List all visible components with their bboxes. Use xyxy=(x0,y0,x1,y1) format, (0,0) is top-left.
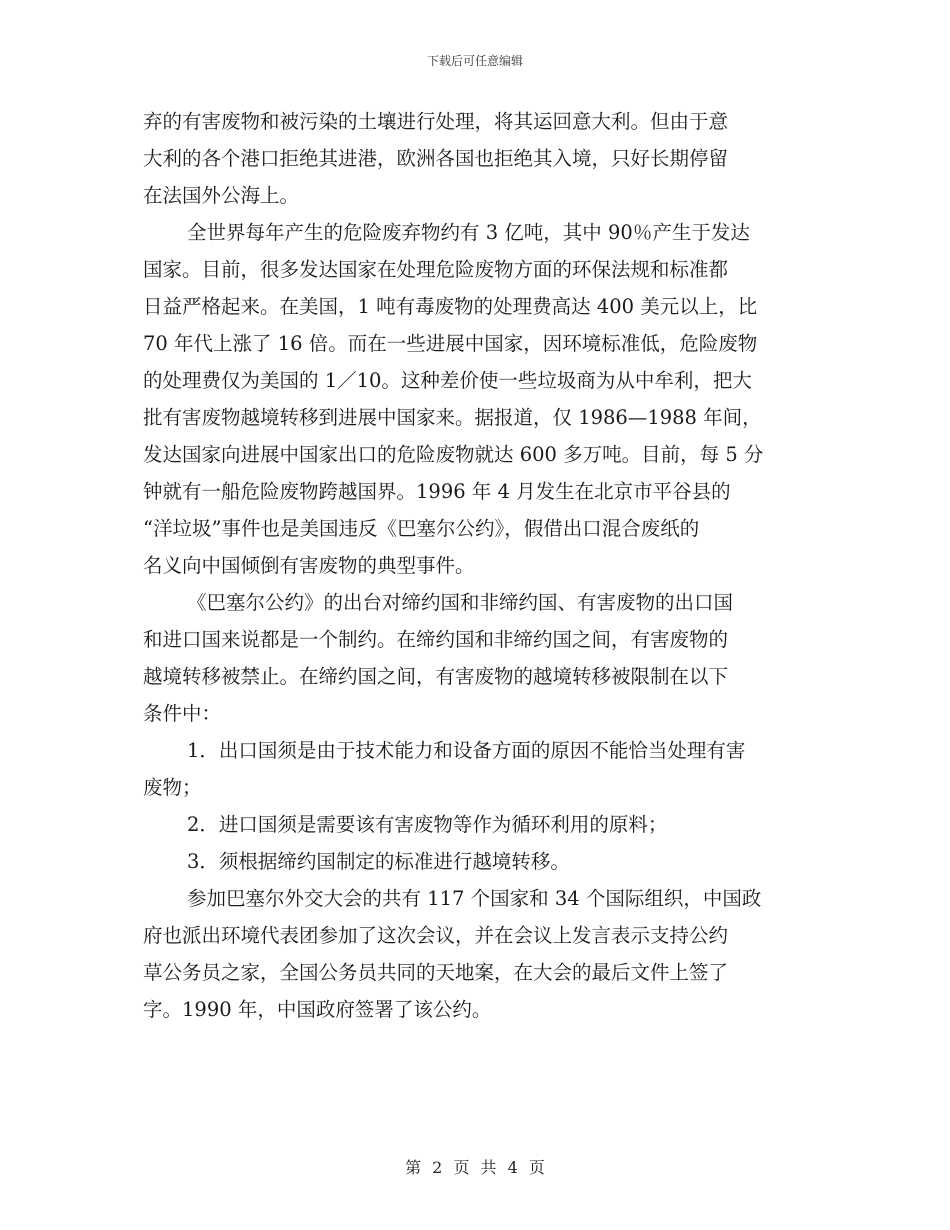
list-item-1: 1．出口国须是由于技术能力和设备方面的原因不能恰当处理有害 xyxy=(187,739,746,762)
text-line: 和进口国来说都是一个制约。在缔约国和非缔约国之间，有害废物的 xyxy=(143,628,729,651)
page-number-footer: 第 2 页 共 4 页 xyxy=(405,1158,545,1177)
page-header: 下载后可任意编辑 xyxy=(426,54,523,68)
list-item-3: 3．须根据缔约国制定的标准进行越境转移。 xyxy=(187,850,570,873)
text-line: 钟就有一船危险废物跨越国界。1996 年 4 月发生在北京市平谷县的 xyxy=(143,480,731,503)
text-line: 府也派出环境代表团参加了这次会议，并在会议上发言表示支持公约 xyxy=(143,924,729,947)
text-line: 在法国外公海上。 xyxy=(143,184,300,207)
paragraph-start-line: 参加巴塞尔外交大会的共有 117 个国家和 34 个国际组织，中国政 xyxy=(187,887,762,910)
text-line: 大利的各个港口拒绝其进港，欧洲各国也拒绝其入境，只好长期停留 xyxy=(143,147,729,170)
list-item-2: 2．进口国须是需要该有害废物等作为循环利用的原料； xyxy=(187,813,668,836)
document-body xyxy=(143,103,811,1028)
text-line: 草公务员之家，全国公务员共同的天地案，在大会的最后文件上签了 xyxy=(143,961,729,984)
text-line: 批有害废物越境转移到进展中国家来。据报道，仅 1986—1988 年间， xyxy=(143,406,762,429)
text-line: 国家。目前，很多发达国家在处理危险废物方面的环保法规和标准都 xyxy=(143,258,729,281)
text-line: 条件中： xyxy=(143,702,222,725)
paragraph-start-line: 《巴塞尔公约》的出台对缔约国和非缔约国、有害废物的出口国 xyxy=(187,591,734,614)
text-line: 发达国家向进展中国家出口的危险废物就达 600 多万吨。目前，每 5 分 xyxy=(143,443,764,466)
text-line: 废物； xyxy=(143,776,202,799)
text-line: 弃的有害废物和被污染的土壤进行处理，将其运回意大利。但由于意 xyxy=(143,110,729,133)
text-line: 70 年代上涨了 16 倍。而在一些进展中国家，因环境标准低，危险废物 xyxy=(143,332,758,355)
text-line: 名义向中国倾倒有害废物的典型事件。 xyxy=(143,554,475,577)
text-line: 字。1990 年，中国政府签署了该公约。 xyxy=(143,998,492,1021)
text-line: 的处理费仅为美国的 1／10。这种差价使一些垃圾商为从中牟利，把大 xyxy=(143,369,752,392)
paragraph-start-line: 全世界每年产生的危险废弃物约有 3 亿吨，其中 90％产生于发达 xyxy=(187,221,750,244)
text-line: “洋垃圾”事件也是美国违反《巴塞尔公约》，假借出口混合废纸的 xyxy=(143,517,700,540)
text-line: 越境转移被禁止。在缔约国之间，有害废物的越境转移被限制在以下 xyxy=(143,665,729,688)
text-line: 日益严格起来。在美国，1 吨有毒废物的处理费高达 400 美元以上，比 xyxy=(143,295,758,318)
